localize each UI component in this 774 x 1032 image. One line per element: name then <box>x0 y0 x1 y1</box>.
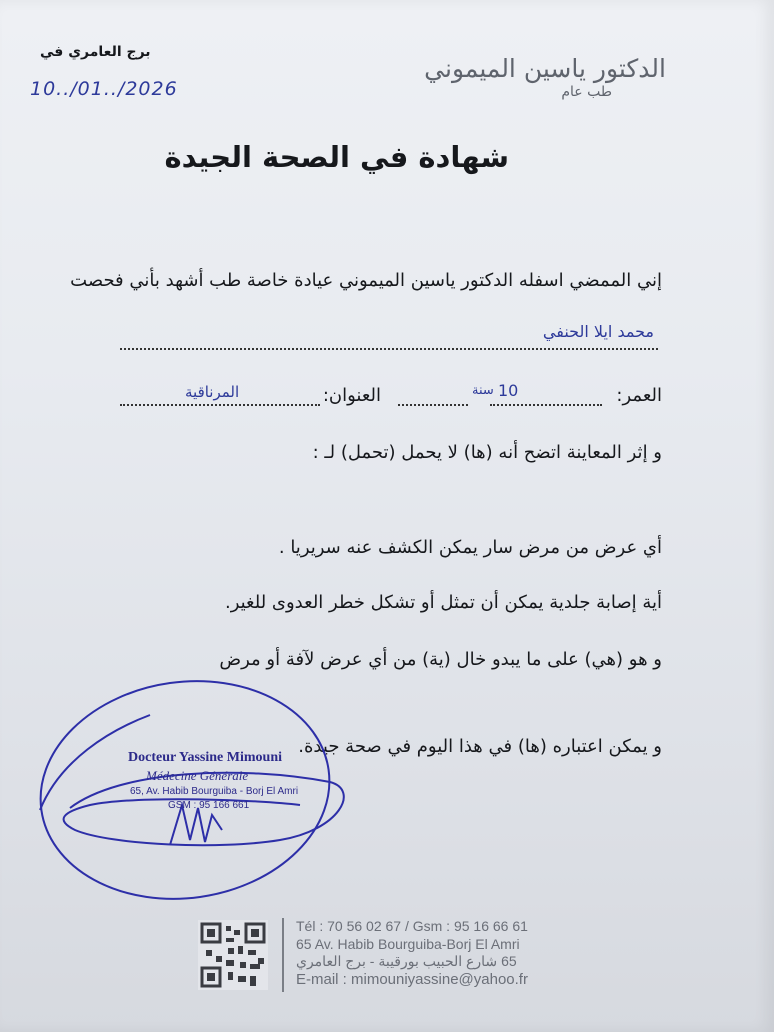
age-label: العمر: <box>616 385 662 406</box>
address-value-handwritten: المرناقية <box>185 383 240 401</box>
footer-address-ar: 65 شارع الحبيب بورقيبة - برج العامري <box>296 953 517 969</box>
place-label: برج العامري في <box>40 44 151 60</box>
intro-line: إني الممضي اسفله الدكتور ياسين الميموني عيادة خاصة طب أشهد بأني فحصت <box>70 270 662 291</box>
age-value-handwritten: 10 <box>498 381 519 400</box>
footer-email: E-mail : mimouniyassine@yahoo.fr <box>296 971 528 988</box>
condition-item-2: أية إصابة جلدية يمكن أن تمثل أو تشكل خطر العدوى للغير. <box>224 592 662 613</box>
stamp-doctor-name: Docteur Yassine Mimouni <box>128 750 282 765</box>
conclusion-line: و يمكن اعتباره (ها) في هذا اليوم في صحة جيدة. <box>298 736 662 757</box>
patient-name-handwritten: محمد ايلا الحنفي <box>542 322 654 341</box>
doctor-name-header: الدكتور ياسين الميموني <box>424 54 666 83</box>
doctor-speciality-header: طب عام <box>561 84 612 100</box>
stamp-gsm: GSM : 95 166 661 <box>168 800 250 811</box>
address-label: العنوان: <box>322 385 381 406</box>
qr-code-icon <box>198 920 268 990</box>
stamp-speciality: Médecine Générale <box>146 768 249 783</box>
footer-phones: Tél : 70 56 02 67 / Gsm : 95 16 66 61 <box>296 918 528 934</box>
condition-item-3: و هو (هي) على ما يبدو خال (ية) من أي عرض لآفة أو مرض <box>219 649 662 670</box>
handwritten-date: 10../01../2026 <box>30 78 178 100</box>
age-unit-handwritten: سنة <box>472 383 494 398</box>
stamp-address: 65, Av. Habib Bourguiba - Borj El Amri <box>130 786 299 797</box>
finding-intro: و إثر المعاينة اتضح أنه (ها) لا يحمل (تحمل) لـ : <box>312 442 662 463</box>
certificate-title: شهادة في الصحة الجيدة <box>164 140 509 174</box>
condition-item-1: أي عرض من مرض سار يمكن الكشف عنه سريريا . <box>278 537 662 558</box>
footer-divider <box>282 918 284 992</box>
footer-address-fr: 65 Av. Habib Bourguiba-Borj El Amri <box>296 936 520 952</box>
signature-zigzag <box>170 805 222 845</box>
